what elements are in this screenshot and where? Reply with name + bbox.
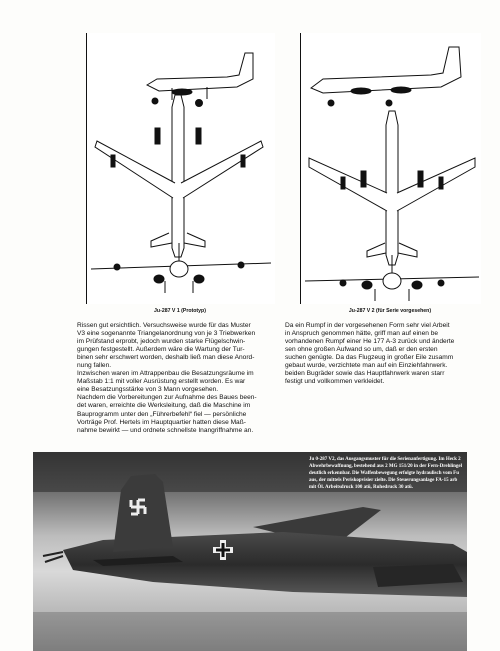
- text-line: Vorträge Prof. Hertels im Hauptquartier hatten diese Maß-: [77, 418, 246, 426]
- text-line: im Prüfstand erprobt, jedoch wurden starke Flügelschwin-: [77, 338, 246, 346]
- caption-line: Ju 0-287 V2, das Ausgangsmuster für die Serienanfertigung. Im Heck 2: [309, 457, 461, 462]
- text-line: Da ein Rumpf in der vorgesehenen Form sehr viel Arbeit: [285, 322, 450, 329]
- caption-line: mit Öl. Arbeitsdruck 100 atü, Ruhedruck 30 atü.: [309, 485, 413, 490]
- text-line: Maßstab 1:1 mit voller Ausrüstung erstellt worden. Es war: [77, 378, 246, 386]
- text-line: sen ohne großen Aufwand so um, daß er den ersten: [285, 346, 438, 354]
- ju287-v2-line-art: [301, 33, 481, 304]
- ju287-v1-three-view-drawing: [86, 33, 275, 304]
- caption-line: deutlich erkennbar. Die Waffenbewegung erfolgte hydraulisch vom Fu: [309, 471, 460, 476]
- text-line: V3 eine sogenannte Triangelanordnung von je 3 Triebwerken: [77, 330, 256, 338]
- text-line: vorhandenen Rumpf einer He 177 A-3 zurück und änderte: [285, 338, 455, 346]
- right-text-column: [285, 322, 473, 386]
- text-line: Bauprogramm unter den „Führerbefehl“ fiel — persönliche: [77, 410, 247, 418]
- text-line: Rissen gut ersichtlich. Versuchsweise wurde für das Muster: [77, 322, 251, 329]
- ju287-v1-line-art: [87, 33, 275, 304]
- text-line: nahme bewirkt — und ordnete schnellste Inangriffnahme an.: [77, 426, 254, 434]
- text-line: binen sehr erschwert worden, deshalb ließ man diese Anord-: [77, 354, 255, 362]
- text-line: festigt und vollkommen verkleidet.: [285, 378, 385, 386]
- photo-caption: [309, 456, 471, 491]
- ju287-v2-three-view-drawing: [300, 33, 481, 304]
- text-line: Inzwischen waren im Attrappenbau die Besatzungsräume im: [77, 370, 254, 378]
- text-line: eine Besatzungsstärke von 3 Mann vorgesehen.: [77, 386, 219, 394]
- left-drawing-caption: Ju-287 V 1 (Prototyp): [154, 308, 206, 314]
- text-line: suchen genügte. Da das Flugzeug in großer Eile zusamm: [285, 354, 454, 362]
- caption-line: aus, der mittels Periskopvisier zielte. Die Steuerungsanlage FA-15 arb: [309, 478, 458, 483]
- left-text-column: [77, 322, 280, 435]
- right-drawing-caption: Ju-287 V 2 (für Serie vorgesehen): [348, 308, 432, 314]
- text-line: gungen festgestellt. Außerdem wäre die Wartung der Tur-: [77, 346, 245, 354]
- caption-line: Abwehrbewaffnung, bestehend aus 2 MG 151/20 in der Fern-Drehlingel: [309, 464, 463, 469]
- text-line: in Anspruch genommen hätte, griff man auf einen be: [285, 330, 439, 338]
- text-line: nung fallen.: [77, 362, 112, 370]
- text-line: det waren, erreichte die Werksleitung, daß die Maschine im: [77, 402, 251, 410]
- text-line: gebaut wurde, verzichtete man auf ein Einziehfahrwerk.: [285, 362, 448, 370]
- text-line: beiden Bugräder sowie das Hauptfahrwerk waren starr: [285, 370, 445, 378]
- text-line: Nachdem die Vorbereitungen zur Aufnahme des Baues been-: [77, 394, 257, 402]
